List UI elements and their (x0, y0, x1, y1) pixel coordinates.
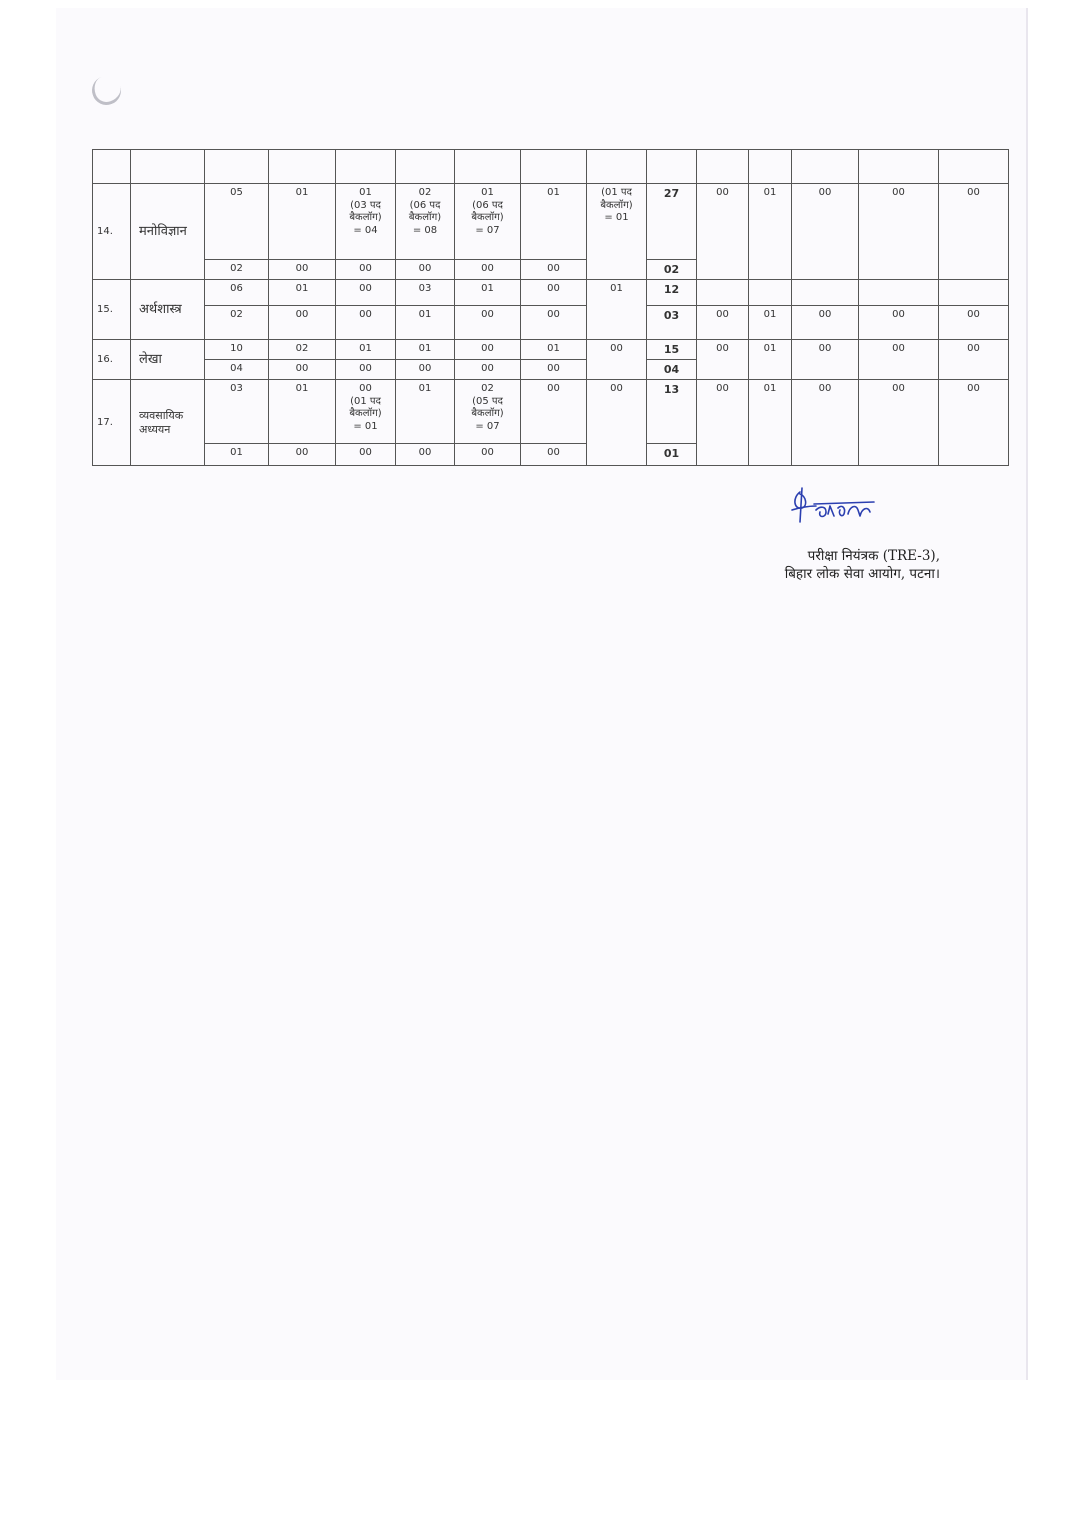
subject-name: मनोविज्ञान (131, 184, 205, 280)
summary-cell: 01 (749, 340, 792, 380)
table-cell: 00 (521, 306, 587, 340)
summary-cell: 00 (792, 184, 859, 280)
summary-cell: 01 (749, 184, 792, 280)
table-cell: 00 (269, 444, 336, 466)
table-cell: 01 (396, 306, 455, 340)
table-cell: 01 (269, 380, 336, 444)
empty-cell (939, 280, 1009, 306)
summary-cell: 00 (859, 340, 939, 380)
table-cell: 03 (205, 380, 269, 444)
table-cell: 03 (396, 280, 455, 306)
table-cell: 06 (205, 280, 269, 306)
table-cell: 00 (269, 306, 336, 340)
table-cell: 00 (336, 444, 396, 466)
table-cell: 00 (521, 280, 587, 306)
signature (786, 486, 886, 528)
total-cell: 15 (647, 340, 697, 360)
subject-name: व्यवसायिक अध्ययन (131, 380, 205, 466)
serial-number: 16. (93, 340, 131, 380)
table-cell: 10 (205, 340, 269, 360)
table-row (93, 280, 1009, 306)
table-cell: 00 (396, 360, 455, 380)
signatory-block (700, 548, 940, 583)
table-row (93, 340, 1009, 360)
table-cell: 01 (396, 380, 455, 444)
header-cell (939, 150, 1009, 184)
summary-cell: 00 (859, 184, 939, 280)
summary-cell: 00 (939, 380, 1009, 466)
header-cell (587, 150, 647, 184)
table-row (93, 380, 1009, 444)
signatory-office: बिहार लोक सेवा आयोग, पटना। (784, 565, 940, 582)
table-cell: 01 (396, 340, 455, 360)
backlog-cell: 00 (587, 340, 647, 380)
table-cell: 00 (521, 260, 587, 280)
summary-cell: 00 (792, 340, 859, 380)
summary-cell: 01 (749, 306, 792, 340)
summary-cell: 00 (792, 306, 859, 340)
header-cell (697, 150, 749, 184)
table-cell: 00 (01 पद बैकलॉग) = 01 (336, 380, 396, 444)
serial-number: 14. (93, 184, 131, 280)
summary-cell: 00 (939, 306, 1009, 340)
table-cell: 00 (455, 360, 521, 380)
summary-cell: 00 (859, 306, 939, 340)
table-cell: 02 (05 पद बैकलॉग) = 07 (455, 380, 521, 444)
table-cell: 00 (336, 280, 396, 306)
total-cell: 27 (647, 184, 697, 260)
signature-icon (786, 486, 886, 528)
table-cell: 02 (205, 306, 269, 340)
table-cell: 01 (336, 340, 396, 360)
table-cell: 02 (269, 340, 336, 360)
table-cell: 00 (455, 260, 521, 280)
header-cell (521, 150, 587, 184)
vacancy-table (92, 149, 1009, 466)
table-cell: 01 (03 पद बैकलॉग) = 04 (336, 184, 396, 260)
summary-cell: 00 (939, 340, 1009, 380)
header-cell (455, 150, 521, 184)
header-cell (859, 150, 939, 184)
backlog-cell: 00 (587, 380, 647, 466)
table-cell: 04 (205, 360, 269, 380)
serial-number: 17. (93, 380, 131, 466)
summary-cell: 01 (749, 380, 792, 466)
summary-cell: 00 (859, 380, 939, 466)
table-cell: 00 (336, 360, 396, 380)
backlog-cell: 01 (587, 280, 647, 340)
table-cell: 01 (269, 280, 336, 306)
table-cell: 01 (205, 444, 269, 466)
total-cell: 04 (647, 360, 697, 380)
backlog-cell: (01 पद बैकलॉग) = 01 (587, 184, 647, 280)
summary-cell: 00 (939, 184, 1009, 280)
subject-name: लेखा (131, 340, 205, 380)
table-cell: 01 (269, 184, 336, 260)
table-header-row (93, 150, 1009, 184)
header-cell (131, 150, 205, 184)
header-cell (269, 150, 336, 184)
serial-number: 15. (93, 280, 131, 340)
table-cell: 01 (521, 184, 587, 260)
table-cell: 00 (336, 306, 396, 340)
table-cell: 00 (269, 360, 336, 380)
header-cell (93, 150, 131, 184)
header-cell (647, 150, 697, 184)
table-cell: 00 (336, 260, 396, 280)
table-row (93, 306, 1009, 340)
table-cell: 00 (455, 340, 521, 360)
total-cell: 12 (647, 280, 697, 306)
table-cell: 02 (205, 260, 269, 280)
header-cell (792, 150, 859, 184)
summary-cell: 00 (697, 340, 749, 380)
table-cell: 00 (455, 444, 521, 466)
header-cell (749, 150, 792, 184)
summary-cell: 00 (697, 380, 749, 466)
empty-cell (859, 280, 939, 306)
table-cell: 01 (521, 340, 587, 360)
table-cell: 05 (205, 184, 269, 260)
table-cell: 00 (269, 260, 336, 280)
total-cell: 01 (647, 444, 697, 466)
empty-cell (792, 280, 859, 306)
header-cell (205, 150, 269, 184)
table-cell: 01 (455, 280, 521, 306)
table-cell: 02 (06 पद बैकलॉग) = 08 (396, 184, 455, 260)
summary-cell: 00 (697, 184, 749, 280)
total-cell: 02 (647, 260, 697, 280)
summary-cell: 00 (792, 380, 859, 466)
total-cell: 13 (647, 380, 697, 444)
signatory-designation: परीक्षा नियंत्रक (TRE-3), (807, 548, 940, 564)
table-cell: 00 (396, 444, 455, 466)
header-cell (396, 150, 455, 184)
empty-cell (697, 280, 749, 306)
total-cell: 03 (647, 306, 697, 340)
table-cell: 00 (521, 360, 587, 380)
table-cell: 00 (396, 260, 455, 280)
table-cell: 00 (521, 444, 587, 466)
table-cell: 00 (455, 306, 521, 340)
table-cell: 00 (521, 380, 587, 444)
table-cell: 01 (06 पद बैकलॉग) = 07 (455, 184, 521, 260)
summary-cell: 00 (697, 306, 749, 340)
empty-cell (749, 280, 792, 306)
subject-name: अर्थशास्त्र (131, 280, 205, 340)
header-cell (336, 150, 396, 184)
table-row (93, 184, 1009, 260)
